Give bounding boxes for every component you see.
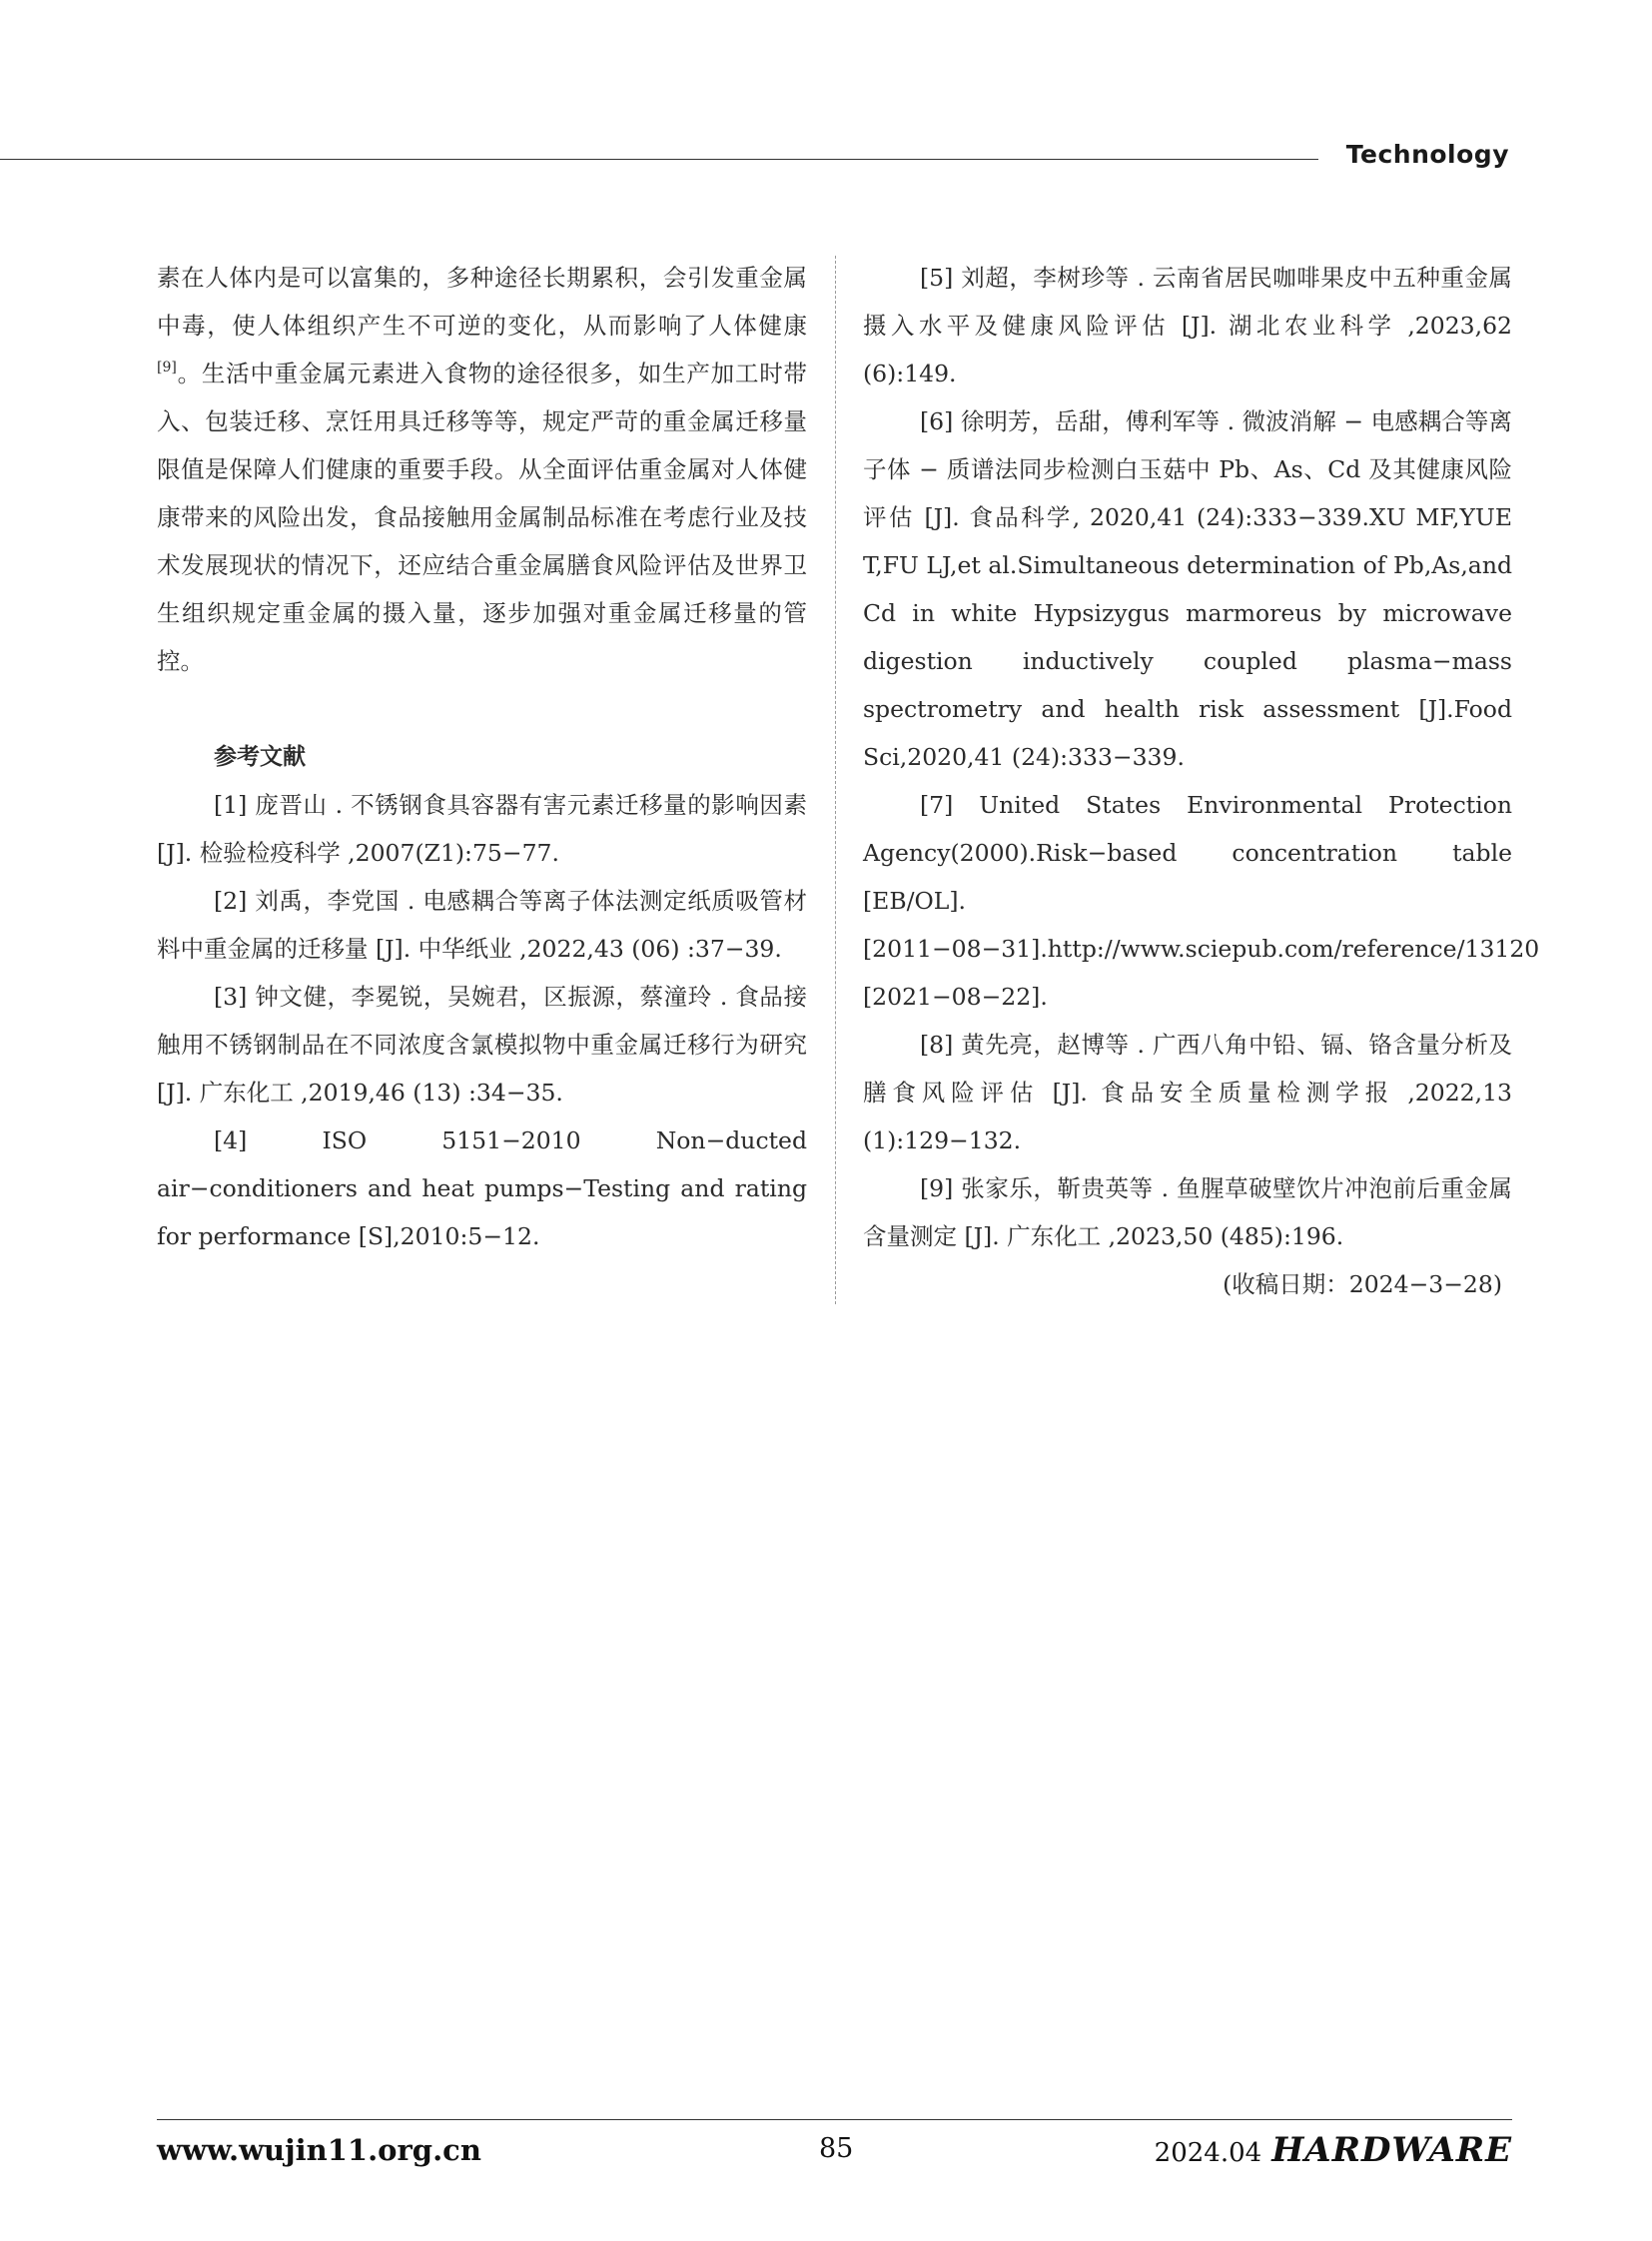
received-date: (收稿日期：2024−3−28) bbox=[1223, 1270, 1502, 1298]
issue-date: 2024.04 bbox=[1154, 2138, 1262, 2168]
reference-item-5: [5] 刘超，李树珍等 . 云南省居民咖啡果皮中五种重金属摄入水平及健康风险评估 [J]. 湖北农业科学 ,2023,62 (6):149. bbox=[863, 264, 1512, 387]
reference-item-4: [4] ISO 5151−2010 Non−ducted air−conditioners and heat pumps−Testing and rating for performance [S],2010:5−12. bbox=[157, 1126, 807, 1250]
footer-url-link[interactable]: www.wujin11.org.cn bbox=[157, 2133, 481, 2167]
citation-superscript[interactable]: [9] bbox=[157, 360, 177, 375]
header-rule bbox=[0, 159, 1318, 160]
page-number: 85 bbox=[819, 2133, 854, 2164]
footer-issue-info bbox=[1155, 2130, 1512, 2170]
reference-item-6: [6] 徐明芳，岳甜，傅利军等 . 微波消解 − 电感耦合等离子体 − 质谱法同步检测白玉菇中 Pb、As、Cd 及其健康风险评估 [J]. 食品科学, 2020,41 (24):333−339.XU MF,YUE T,FU LJ,et al.Simultaneous determination of Pb,As,and Cd in white Hypsizygus marmoreus by microwave digestion inductively coupled plasma−mass spectrometry and health risk assessment [J].Food Sci,2020,41 (24):333−339. bbox=[863, 407, 1512, 771]
footer-rule bbox=[157, 2119, 1512, 2120]
body-text-part-2: 。生活中重金属元素进入食物的途径很多，如生产加工时带入、包装迁移、烹饪用具迁移等等，规定严苛的重金属迁移量限值是保障人们健康的重要手段。从全面评估重金属对人体健康带来的风险出发，食品接触用金属制品标准在考虑行业及技术发展现状的情况下，还应结合重金属膳食风险评估及世界卫生组织规定重金属的摄入量，逐步加强对重金属迁移量的管控。 bbox=[157, 360, 807, 675]
reference-item-3: [3] 钟文健，李冕锐，吴婉君，区振源，蔡潼玲 . 食品接触用不锈钢制品在不同浓度含氯模拟物中重金属迁移行为研究 [J]. 广东化工 ,2019,46 (13) :34−35. bbox=[157, 983, 807, 1107]
body-paragraph bbox=[157, 254, 807, 685]
section-label: Technology bbox=[1345, 140, 1509, 169]
left-column bbox=[157, 254, 807, 1260]
body-text-part-1: 素在人体内是可以富集的，多种途径长期累积，会引发重金属中毒，使人体组织产生不可逆的变化，从而影响了人体健康 bbox=[157, 264, 807, 340]
reference-item-1: [1] 庞晋山 . 不锈钢食具容器有害元素迁移量的影响因素 [J]. 检验检疫科学 ,2007(Z1):75−77. bbox=[157, 791, 807, 867]
reference-item-2: [2] 刘禹，李党国 . 电感耦合等离子体法测定纸质吸管材料中重金属的迁移量 [J]. 中华纸业 ,2022,43 (06) :37−39. bbox=[157, 887, 807, 963]
column-divider bbox=[835, 256, 836, 1304]
reference-item-7: [7] United States Environmental Protection Agency(2000).Risk−based concentration table [EB/OL].[2011−08−31].http://www.sciepub.com/reference/13120 [2021−08−22]. bbox=[863, 791, 1540, 1011]
references-heading: 参考文献 bbox=[214, 744, 306, 770]
reference-item-8: [8] 黄先亮，赵博等 . 广西八角中铅、镉、铬含量分析及膳食风险评估 [J]. 食品安全质量检测学报 ,2022,13 (1):129−132. bbox=[863, 1031, 1512, 1154]
right-column bbox=[863, 254, 1540, 1308]
magazine-name: HARDWARE bbox=[1271, 2130, 1512, 2170]
reference-item-9: [9] 张家乐，靳贵英等 . 鱼腥草破壁饮片冲泡前后重金属含量测定 [J]. 广东化工 ,2023,50 (485):196. bbox=[863, 1174, 1512, 1250]
